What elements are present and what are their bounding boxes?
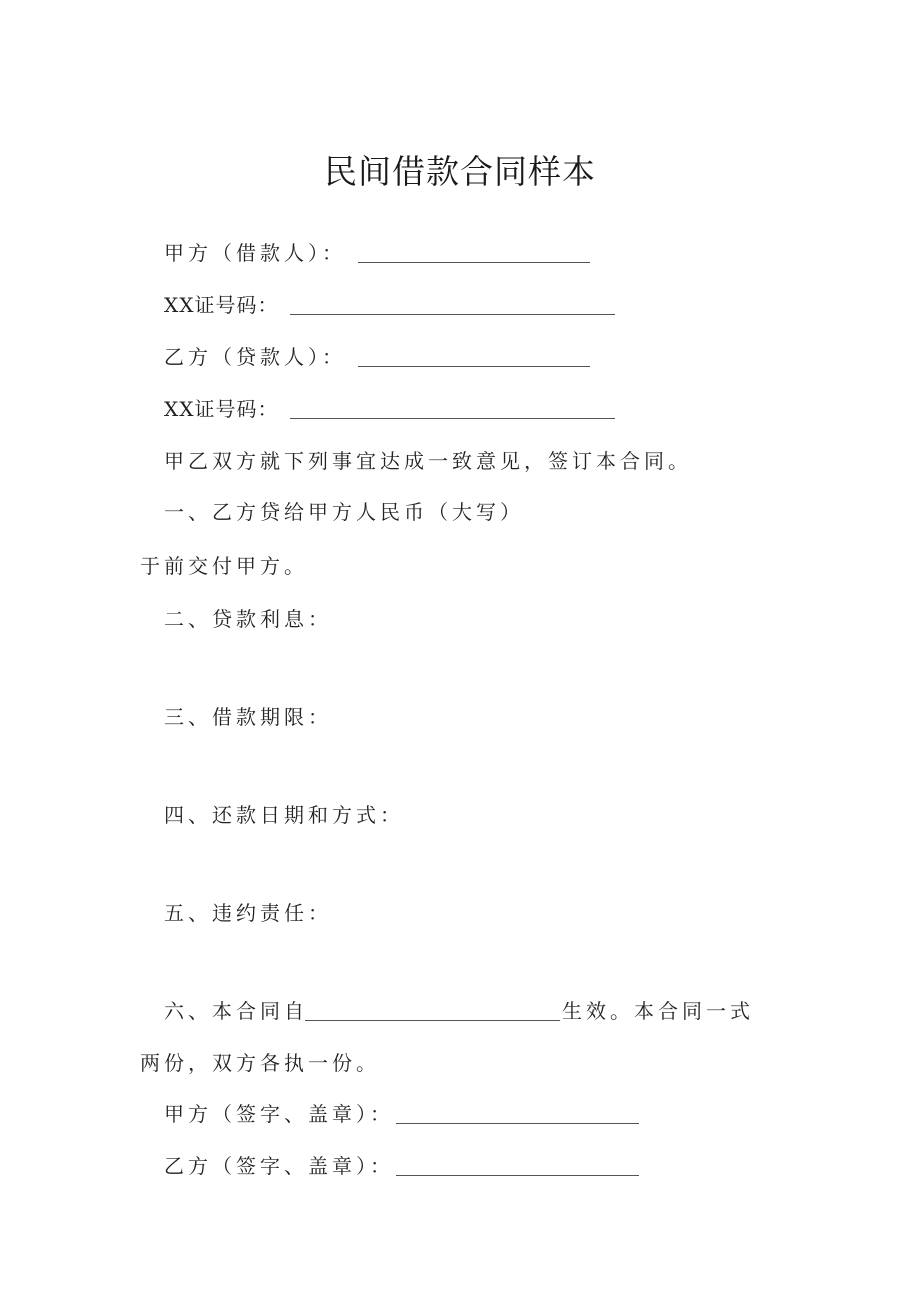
clause-6-prefix: 六、本合同自 (164, 999, 308, 1023)
signature-b-label: 乙方（签字、盖章）： (164, 1154, 394, 1178)
signature-a-blank (396, 1123, 639, 1124)
party-b-id-blank (290, 418, 615, 419)
effective-date-blank (305, 1020, 560, 1021)
document-title: 民间借款合同样本 (324, 152, 596, 191)
party-b-blank (358, 366, 590, 367)
clause-6-continuation: 两份，双方各执一份。 (140, 1051, 380, 1075)
signature-b-blank (396, 1175, 639, 1176)
party-a-blank (358, 262, 590, 263)
party-a-id-blank (290, 314, 615, 315)
clause-1-text: 一、乙方贷给甲方人民币（大写） (164, 500, 524, 524)
preamble-text: 甲乙双方就下列事宜达成一致意见，签订本合同。 (164, 449, 692, 473)
party-a-id-label: XX证号码： (164, 293, 279, 317)
party-a-label: 甲方（借款人）： (164, 241, 346, 265)
clause-4-heading: 四、还款日期和方式： (164, 803, 404, 827)
clause-1-continuation: 于前交付甲方。 (140, 554, 308, 578)
clause-2-heading: 二、贷款利息： (164, 607, 332, 631)
party-b-id-label: XX证号码： (164, 397, 279, 421)
clause-3-heading: 三、借款期限： (164, 705, 332, 729)
signature-a-label: 甲方（签字、盖章）： (164, 1102, 394, 1126)
party-b-label: 乙方（贷款人）： (164, 345, 346, 369)
clause-6-suffix: 生效。本合同一式 (562, 999, 754, 1023)
clause-5-heading: 五、违约责任： (164, 901, 332, 925)
